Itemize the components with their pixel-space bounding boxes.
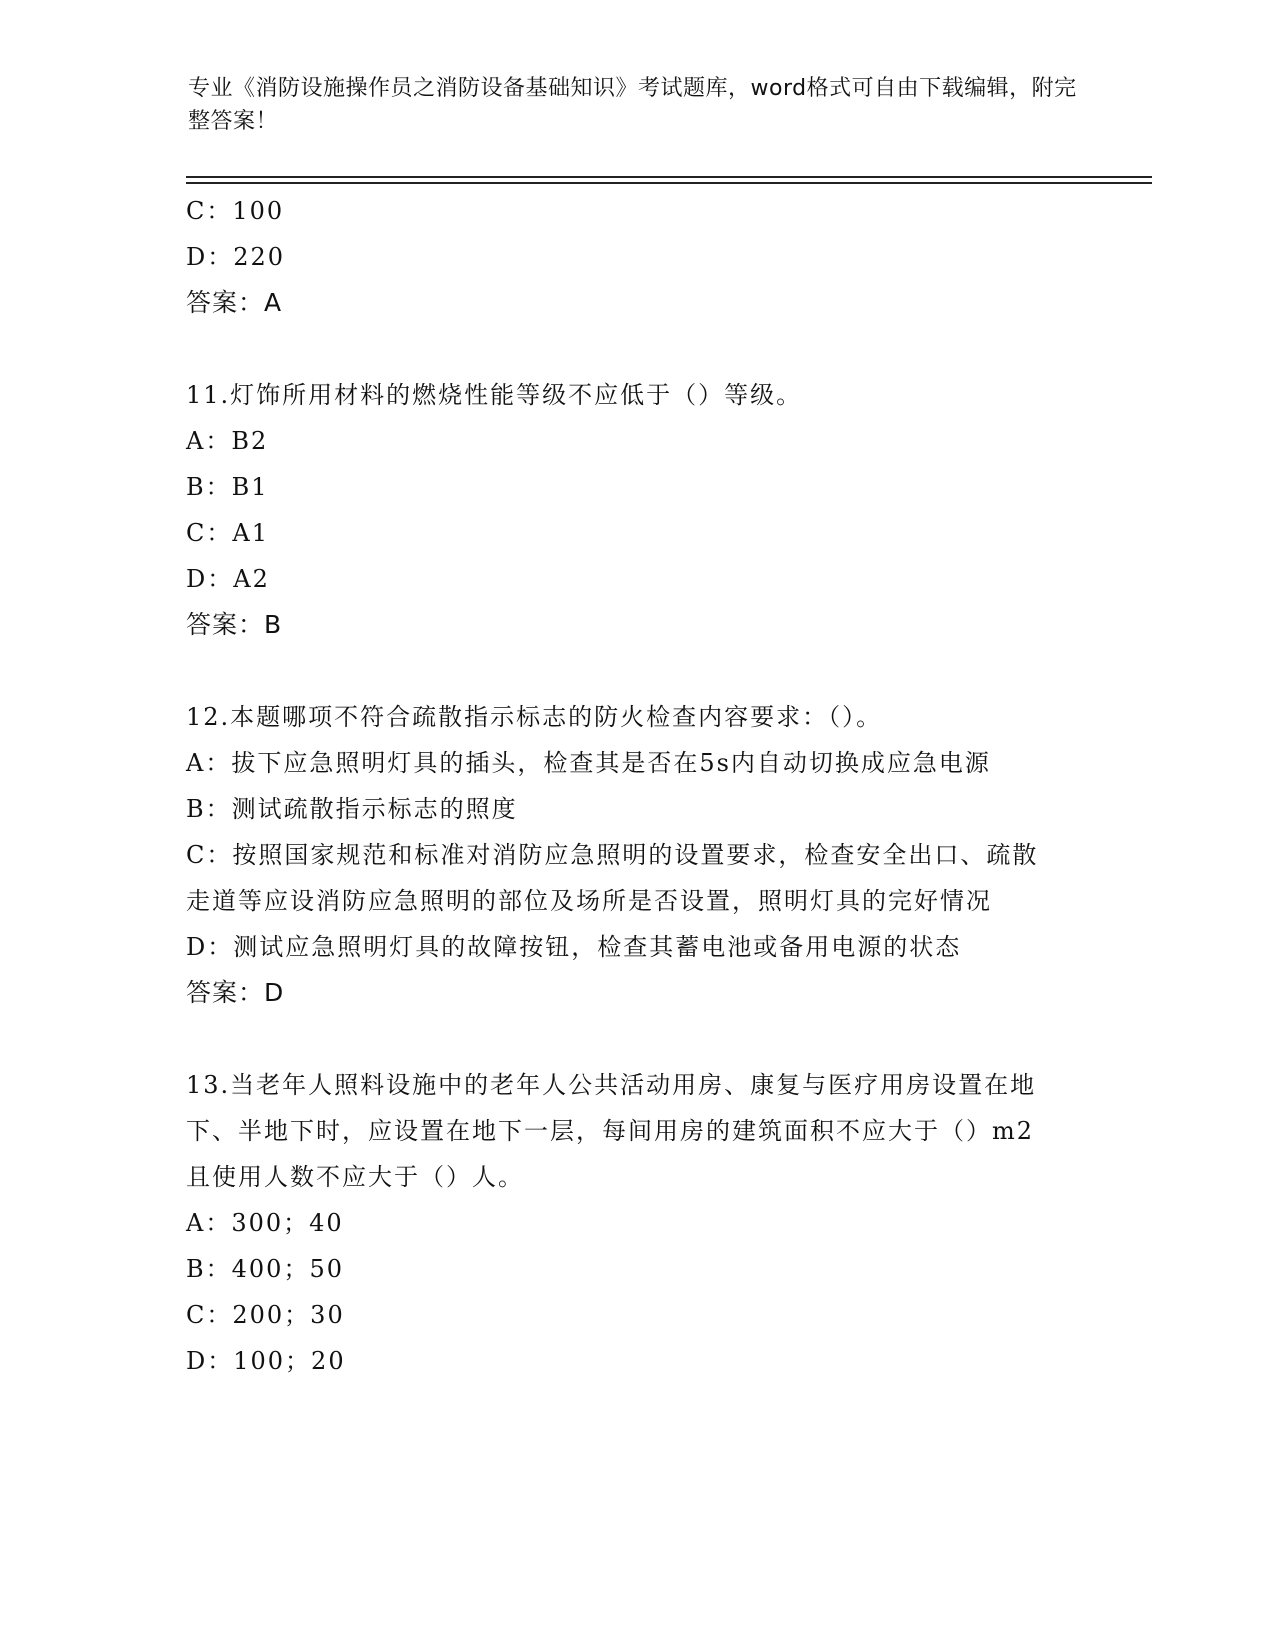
answer-line: 答案：D (186, 978, 285, 1007)
option-a: A：B2 (186, 427, 269, 455)
spacer (186, 326, 1086, 372)
question-10-tail (186, 188, 1086, 326)
header-divider-bottom (186, 182, 1152, 184)
answer-line: 答案：B (186, 610, 283, 639)
option-d: D：A2 (186, 565, 270, 593)
option-d: D：220 (186, 243, 286, 271)
question-11 (186, 372, 1086, 648)
option-b: B：测试疏散指示标志的照度 (186, 795, 518, 823)
option-b: B：400；50 (186, 1255, 344, 1283)
option-c: C：100 (186, 197, 285, 225)
option-c: C：200；30 (186, 1301, 345, 1329)
question-13 (186, 1062, 1086, 1384)
option-c: C：A1 (186, 519, 269, 547)
option-c: C：按照国家规范和标准对消防应急照明的设置要求，检查安全出口、疏散走道等应设消防应急照明的部位及场所是否设置，照明灯具的完好情况 (186, 841, 1039, 915)
document-body (186, 188, 1086, 1384)
option-b: B：B1 (186, 473, 269, 501)
option-d: D：100；20 (186, 1347, 346, 1375)
question-12 (186, 694, 1086, 1016)
option-a: A：拔下应急照明灯具的插头，检查其是否在5s内自动切换成应急电源 (186, 749, 991, 777)
question-stem: 13.当老年人照料设施中的老年人公共活动用房、康复与医疗用房设置在地下、半地下时，应设置在地下一层，每间用房的建筑面积不应大于（）m2且使用人数不应大于（）人。 (186, 1071, 1037, 1191)
question-stem: 11.灯饰所用材料的燃烧性能等级不应低于（）等级。 (186, 381, 803, 409)
header-divider-top (186, 176, 1152, 178)
answer-line: 答案：A (186, 288, 283, 317)
spacer (186, 1016, 1086, 1062)
option-a: A：300；40 (186, 1209, 344, 1237)
question-stem: 12.本题哪项不符合疏散指示标志的防火检查内容要求：（）。 (186, 703, 883, 731)
page-header-text: 专业《消防设施操作员之消防设备基础知识》考试题库，word格式可自由下载编辑，附完整答案！ (188, 76, 1077, 134)
option-d: D：测试应急照明灯具的故障按钮，检查其蓄电池或备用电源的状态 (186, 933, 962, 961)
spacer (186, 648, 1086, 694)
